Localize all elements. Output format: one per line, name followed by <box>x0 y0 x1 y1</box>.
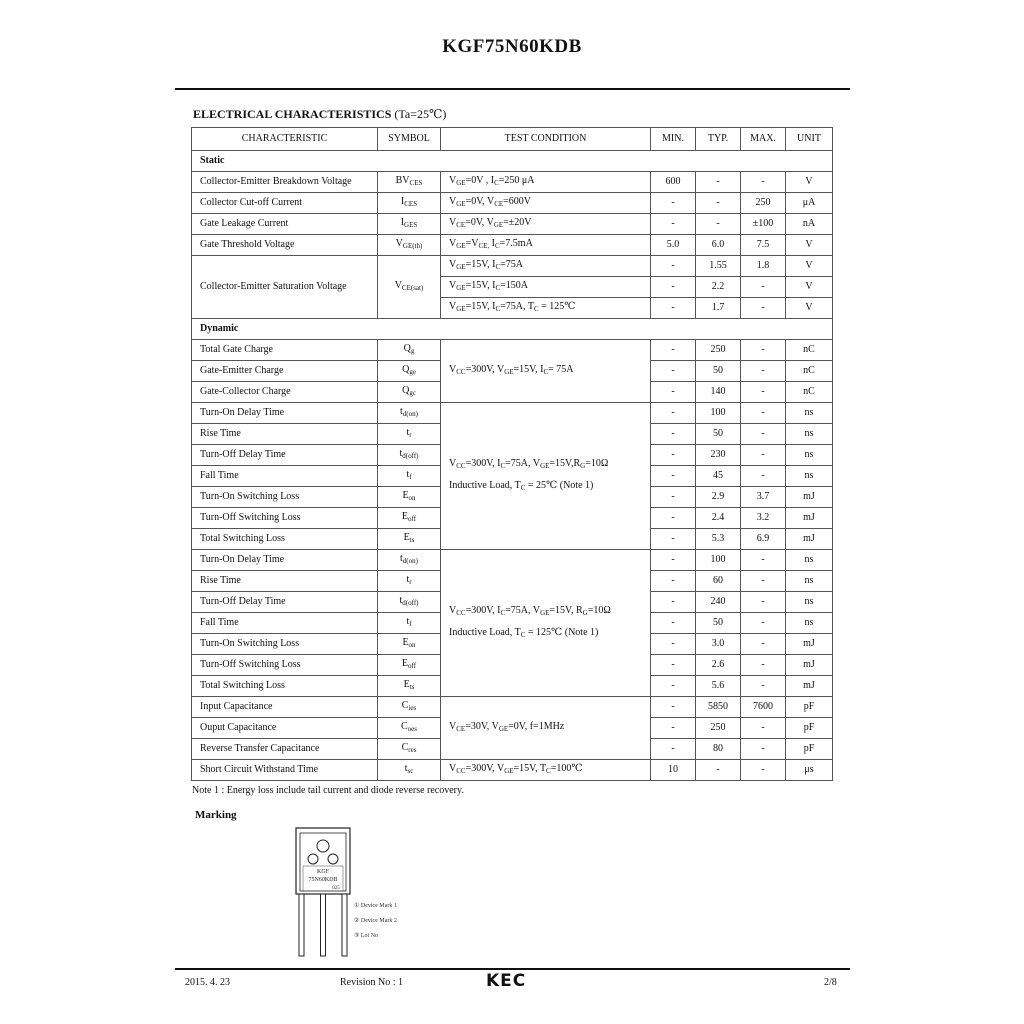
min-value: 600 <box>651 172 696 193</box>
group-label: Static <box>192 151 833 172</box>
typ-value: 45 <box>696 466 741 487</box>
min-value: - <box>651 529 696 550</box>
characteristic-cell: Short Circuit Withstand Time <box>192 760 378 781</box>
typ-value: 250 <box>696 340 741 361</box>
symbol-cell: $I_{CES}$ <box>378 193 441 214</box>
max-value: - <box>741 361 786 382</box>
symbol-subscript: r <box>409 578 412 586</box>
header-characteristic: CHARACTERISTIC <box>192 128 378 151</box>
symbol-cell: $t_f$ <box>378 613 441 634</box>
symbol-subscript: off <box>408 662 417 670</box>
symbol-subscript: on <box>408 494 416 502</box>
characteristic-cell: Rise Time <box>192 571 378 592</box>
symbol-subscript: d(on) <box>402 410 418 418</box>
max-value: - <box>741 340 786 361</box>
table-row <box>192 172 833 193</box>
lead-3 <box>342 894 347 956</box>
characteristic-cell: Fall Time <box>192 613 378 634</box>
min-value: - <box>651 571 696 592</box>
max-value: 250 <box>741 193 786 214</box>
max-value: - <box>741 277 786 298</box>
unit-cell: ns <box>786 592 833 613</box>
min-value: - <box>651 214 696 235</box>
max-value: ±100 <box>741 214 786 235</box>
symbol-subscript: CES <box>404 200 418 208</box>
symbol-cell: $E_{off}$ <box>378 655 441 676</box>
symbol-cell: $t_r$ <box>378 571 441 592</box>
max-value: 3.7 <box>741 487 786 508</box>
unit-cell: ns <box>786 550 833 571</box>
min-value: 10 <box>651 760 696 781</box>
group-row-static <box>192 151 833 172</box>
characteristic-cell: Turn-Off Switching Loss <box>192 655 378 676</box>
typ-value: 5850 <box>696 697 741 718</box>
min-value: - <box>651 193 696 214</box>
symbol-subscript: r <box>409 431 412 439</box>
symbol-subscript: ts <box>409 683 415 691</box>
footer-page-number: 2/8 <box>824 977 837 988</box>
unit-cell: mJ <box>786 655 833 676</box>
max-value: - <box>741 298 786 319</box>
typ-value: 100 <box>696 550 741 571</box>
max-value: - <box>741 172 786 193</box>
footer-revision: Revision No : 1 <box>340 977 404 988</box>
typ-value: - <box>696 193 741 214</box>
mark-circle-2 <box>328 854 338 864</box>
symbol-cell: $t_{d(on)}$ <box>378 403 441 424</box>
mark-circle-1 <box>308 854 318 864</box>
max-value: - <box>741 466 786 487</box>
max-value: - <box>741 739 786 760</box>
typ-value: - <box>696 214 741 235</box>
max-value: - <box>741 571 786 592</box>
symbol-subscript: on <box>408 641 416 649</box>
characteristic-cell: Turn-On Delay Time <box>192 403 378 424</box>
symbol-cell: $E_{on}$ <box>378 634 441 655</box>
symbol-subscript: CE(sat) <box>401 284 424 292</box>
typ-value: 250 <box>696 718 741 739</box>
min-value: - <box>651 445 696 466</box>
symbol-subscript: d(off) <box>402 599 419 607</box>
symbol-cell: $C_{ies}$ <box>378 697 441 718</box>
unit-cell: μA <box>786 193 833 214</box>
unit-cell: ns <box>786 571 833 592</box>
lead-2 <box>321 894 326 956</box>
min-value: - <box>651 550 696 571</box>
unit-cell: nA <box>786 214 833 235</box>
characteristic-cell: Collector Cut-off Current <box>192 193 378 214</box>
characteristic-cell: Total Switching Loss <box>192 529 378 550</box>
unit-cell: pF <box>786 739 833 760</box>
max-value: - <box>741 592 786 613</box>
test-condition: $V_{CC}=300V$, $I_C=75A$, $V_{GE}=15V$, $R_G=10\Omega$ Inductive Load, $T_C$ = 125℃ (Note 1) <box>441 550 651 697</box>
min-value: - <box>651 592 696 613</box>
min-value: - <box>651 655 696 676</box>
header-test-condition: TEST CONDITION <box>441 128 651 151</box>
min-value: - <box>651 424 696 445</box>
symbol-cell: $t_{d(on)}$ <box>378 550 441 571</box>
symbol-cell: $t_{d(off)}$ <box>378 592 441 613</box>
characteristic-cell: Turn-On Switching Loss <box>192 487 378 508</box>
header-unit: UNIT <box>786 128 833 151</box>
typ-value: 80 <box>696 739 741 760</box>
symbol-subscript: CES <box>409 179 423 187</box>
lead-1 <box>299 894 304 956</box>
electrical-characteristics-table <box>191 127 833 781</box>
min-value: - <box>651 613 696 634</box>
to247-package-drawing <box>292 826 354 958</box>
characteristic-cell: Turn-On Switching Loss <box>192 634 378 655</box>
min-value: - <box>651 361 696 382</box>
unit-cell: pF <box>786 718 833 739</box>
max-value: - <box>741 613 786 634</box>
typ-value: - <box>696 760 741 781</box>
symbol-subscript: off <box>408 515 417 523</box>
min-value: - <box>651 256 696 277</box>
table-row <box>192 697 833 718</box>
test-condition: $V_{GE}=V_{CE,}$ $I_C=7.5mA$ <box>441 235 651 256</box>
typ-value: - <box>696 172 741 193</box>
typ-value: 50 <box>696 613 741 634</box>
typ-value: 6.0 <box>696 235 741 256</box>
chip-line-1: KGF <box>316 869 330 875</box>
max-value: - <box>741 760 786 781</box>
table-row <box>192 340 833 361</box>
table-row <box>192 214 833 235</box>
chip-line-3: 025 <box>332 886 340 891</box>
table-row <box>192 403 833 424</box>
max-value: - <box>741 424 786 445</box>
marking-legend <box>354 899 397 944</box>
table-row <box>192 256 833 277</box>
test-condition: $V_{GE}=15V$, $I_C=75A$ <box>441 256 651 277</box>
characteristic-cell: Turn-Off Switching Loss <box>192 508 378 529</box>
max-value: 7.5 <box>741 235 786 256</box>
typ-value: 2.4 <box>696 508 741 529</box>
characteristic-cell: Total Gate Charge <box>192 340 378 361</box>
unit-cell: μs <box>786 760 833 781</box>
document-title: KGF75N60KDB <box>442 36 582 57</box>
header-typ: TYP. <box>696 128 741 151</box>
symbol-cell: $C_{res}$ <box>378 739 441 760</box>
characteristic-cell: Gate-Collector Charge <box>192 382 378 403</box>
symbol-cell: $t_r$ <box>378 424 441 445</box>
typ-value: 50 <box>696 424 741 445</box>
max-value: - <box>741 634 786 655</box>
symbol-subscript: g <box>410 347 415 355</box>
unit-cell: V <box>786 172 833 193</box>
characteristic-cell: Fall Time <box>192 466 378 487</box>
min-value: - <box>651 298 696 319</box>
unit-cell: V <box>786 298 833 319</box>
typ-value: 2.9 <box>696 487 741 508</box>
unit-cell: V <box>786 256 833 277</box>
symbol-cell: $V_{CE(sat)}$ <box>378 256 441 319</box>
symbol-subscript: oes <box>407 725 417 733</box>
table-row <box>192 760 833 781</box>
max-value: - <box>741 655 786 676</box>
typ-value: 1.55 <box>696 256 741 277</box>
symbol-cell: $E_{ts}$ <box>378 529 441 550</box>
symbol-subscript: ge <box>409 368 416 376</box>
symbol-subscript: d(on) <box>402 557 418 565</box>
symbol-cell: $E_{off}$ <box>378 508 441 529</box>
min-value: - <box>651 676 696 697</box>
max-value: - <box>741 403 786 424</box>
typ-value: 3.0 <box>696 634 741 655</box>
max-value: - <box>741 445 786 466</box>
characteristic-cell: Total Switching Loss <box>192 676 378 697</box>
min-value: - <box>651 508 696 529</box>
top-rule <box>175 88 850 90</box>
test-condition: $V_{CC}=300V$, $I_C=75A$, $V_{GE}=15V,R_G=10\Omega$ Inductive Load, $T_C$ = 25℃ (Note 1) <box>441 403 651 550</box>
typ-value: 50 <box>696 361 741 382</box>
typ-value: 2.6 <box>696 655 741 676</box>
typ-value: 240 <box>696 592 741 613</box>
characteristic-cell: Turn-Off Delay Time <box>192 592 378 613</box>
max-value: 3.2 <box>741 508 786 529</box>
symbol-subscript: gc <box>409 389 416 397</box>
characteristic-cell: Turn-On Delay Time <box>192 550 378 571</box>
characteristic-cell: Input Capacitance <box>192 697 378 718</box>
symbol-cell: $V_{GE(th)}$ <box>378 235 441 256</box>
unit-cell: mJ <box>786 487 833 508</box>
max-value: 7600 <box>741 697 786 718</box>
typ-value: 60 <box>696 571 741 592</box>
min-value: - <box>651 634 696 655</box>
min-value: - <box>651 340 696 361</box>
group-row-dynamic <box>192 319 833 340</box>
header-max: MAX. <box>741 128 786 151</box>
symbol-subscript: ts <box>409 536 415 544</box>
max-value: 1.8 <box>741 256 786 277</box>
typ-value: 5.3 <box>696 529 741 550</box>
symbol-cell: $Q_{gc}$ <box>378 382 441 403</box>
max-value: - <box>741 676 786 697</box>
section-title: ELECTRICAL CHARACTERISTICS <box>193 107 392 121</box>
section-condition: (Ta=25℃) <box>394 107 447 121</box>
symbol-cell: $E_{ts}$ <box>378 676 441 697</box>
symbol-subscript: GE(th) <box>402 242 423 250</box>
symbol-subscript: f <box>409 473 412 481</box>
test-condition: $V_{GE}=0V$, $V_{CE}=600V$ <box>441 193 651 214</box>
characteristic-cell: Reverse Transfer Capacitance <box>192 739 378 760</box>
unit-cell: pF <box>786 697 833 718</box>
min-value: - <box>651 697 696 718</box>
typ-value: 5.6 <box>696 676 741 697</box>
symbol-cell: $Q_g$ <box>378 340 441 361</box>
table-row <box>192 550 833 571</box>
unit-cell: mJ <box>786 676 833 697</box>
unit-cell: mJ <box>786 529 833 550</box>
typ-value: 230 <box>696 445 741 466</box>
min-value: - <box>651 382 696 403</box>
symbol-cell: $t_{sc}$ <box>378 760 441 781</box>
max-value: 6.9 <box>741 529 786 550</box>
test-condition: $V_{GE}=15V$, $I_C=75A$, $T_C$ = 125℃ <box>441 298 651 319</box>
test-condition: $V_{CE}=30V$, $V_{GE}=0V$, f=1MHz <box>441 697 651 760</box>
symbol-subscript: f <box>409 620 412 628</box>
unit-cell: ns <box>786 403 833 424</box>
test-condition: $V_{GE}=0V$ , $I_C=250$ μA <box>441 172 651 193</box>
characteristic-cell: Rise Time <box>192 424 378 445</box>
legend-item: ③ Lot No <box>354 933 379 939</box>
symbol-cell: $C_{oes}$ <box>378 718 441 739</box>
unit-cell: ns <box>786 613 833 634</box>
symbol-cell: $E_{on}$ <box>378 487 441 508</box>
legend-item: ② Device Mark 2 <box>354 918 397 924</box>
symbol-subscript: ies <box>408 704 417 712</box>
max-value: - <box>741 382 786 403</box>
footer-date: 2015. 4. 23 <box>185 977 230 988</box>
characteristic-cell: Gate Threshold Voltage <box>192 235 378 256</box>
unit-cell: mJ <box>786 508 833 529</box>
max-value: - <box>741 718 786 739</box>
bottom-rule <box>175 968 850 970</box>
min-value: - <box>651 466 696 487</box>
unit-cell: nC <box>786 361 833 382</box>
characteristic-cell: Collector-Emitter Saturation Voltage <box>192 256 378 319</box>
symbol-cell: $t_f$ <box>378 466 441 487</box>
min-value: - <box>651 718 696 739</box>
kec-logo: KEC <box>486 971 527 991</box>
unit-cell: nC <box>786 340 833 361</box>
symbol-subscript: GES <box>404 221 418 229</box>
unit-cell: ns <box>786 424 833 445</box>
unit-cell: V <box>786 235 833 256</box>
symbol-cell: $BV_{CES}$ <box>378 172 441 193</box>
min-value: - <box>651 739 696 760</box>
characteristic-cell: Turn-Off Delay Time <box>192 445 378 466</box>
symbol-cell: $Q_{ge}$ <box>378 361 441 382</box>
characteristic-cell: Ouput Capacitance <box>192 718 378 739</box>
package-body <box>296 828 350 894</box>
legend-item: ① Device Mark 1 <box>354 903 397 909</box>
test-condition: $V_{CE}=0V$, $V_{GE}=\pm 20V$ <box>441 214 651 235</box>
typ-value: 100 <box>696 403 741 424</box>
typ-value: 2.2 <box>696 277 741 298</box>
min-value: - <box>651 277 696 298</box>
typ-value: 1.7 <box>696 298 741 319</box>
marking-title: Marking <box>195 809 237 821</box>
typ-value: 140 <box>696 382 741 403</box>
test-condition: $V_{CC}=300V$, $V_{GE}=15V$, $I_C= 75A$ <box>441 340 651 403</box>
min-value: - <box>651 487 696 508</box>
mount-hole <box>317 840 329 852</box>
unit-cell: mJ <box>786 634 833 655</box>
chip-line-2: 75N60KDB <box>308 877 338 883</box>
symbol-cell: $I_{GES}$ <box>378 214 441 235</box>
characteristic-cell: Gate Leakage Current <box>192 214 378 235</box>
unit-cell: ns <box>786 445 833 466</box>
table-note: Note 1 : Energy loss include tail current and diode reverse recovery. <box>192 785 464 796</box>
unit-cell: ns <box>786 466 833 487</box>
group-label: Dynamic <box>192 319 833 340</box>
table-row <box>192 193 833 214</box>
min-value: 5.0 <box>651 235 696 256</box>
max-value: - <box>741 550 786 571</box>
characteristic-cell: Collector-Emitter Breakdown Voltage <box>192 172 378 193</box>
unit-cell: nC <box>786 382 833 403</box>
symbol-subscript: res <box>408 746 417 754</box>
characteristic-cell: Gate-Emitter Charge <box>192 361 378 382</box>
table-row <box>192 235 833 256</box>
section-heading <box>193 107 446 122</box>
test-condition: $V_{CC}=300V$, $V_{GE}=15V$, $T_C=100℃$ <box>441 760 651 781</box>
header-symbol: SYMBOL <box>378 128 441 151</box>
test-condition: $V_{GE}=15V$, $I_C=150A$ <box>441 277 651 298</box>
unit-cell: V <box>786 277 833 298</box>
symbol-subscript: d(off) <box>402 452 419 460</box>
min-value: - <box>651 403 696 424</box>
symbol-cell: $t_{d(off)}$ <box>378 445 441 466</box>
table-header-row <box>192 128 833 151</box>
symbol-subscript: sc <box>407 767 414 775</box>
header-min: MIN. <box>651 128 696 151</box>
